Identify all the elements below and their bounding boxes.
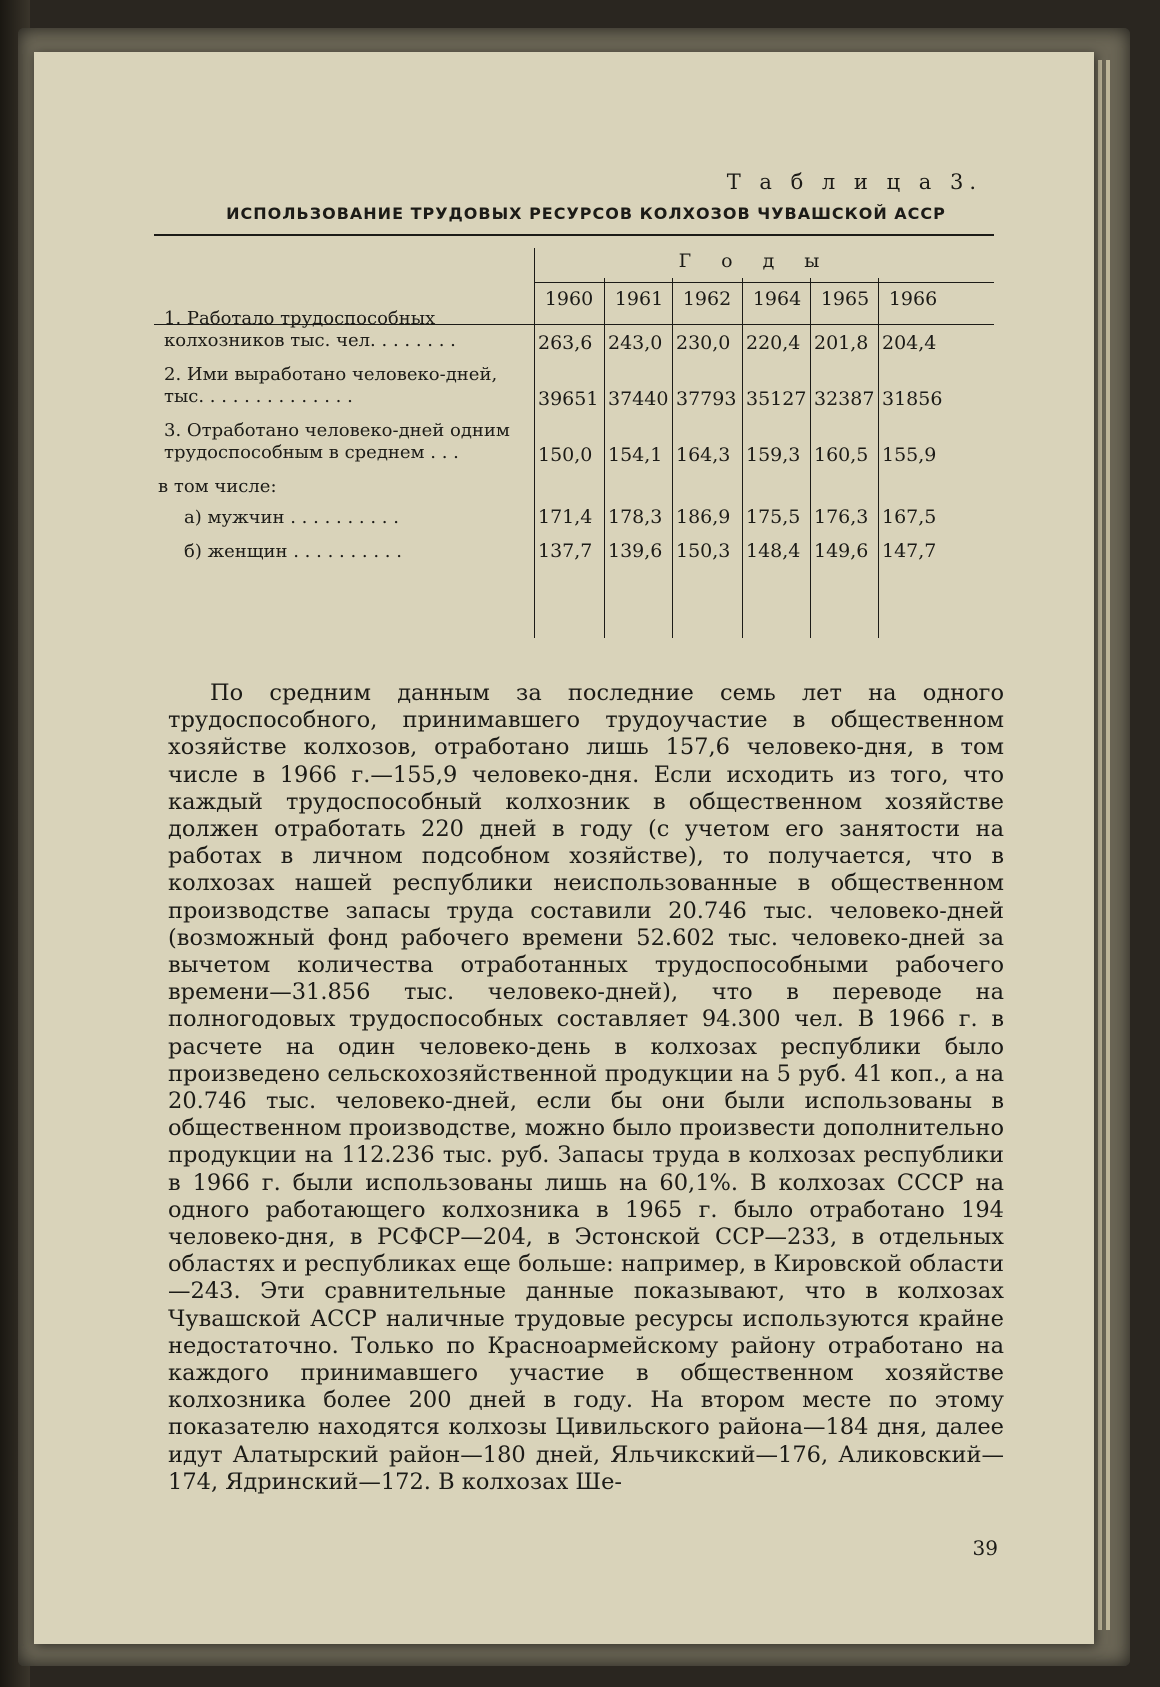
table-cell: 186,9 [676,506,731,528]
table-cell: 178,3 [608,506,663,528]
table-cell: 150,3 [676,540,731,562]
table-cell: 164,3 [676,444,731,466]
row-label: 2. Ими выработано человеко-дней, тыс. . . . . . . . . . . . . . [164,364,498,407]
table-cell: 39651 [538,388,599,410]
table-cell: 37793 [676,388,737,410]
page-edge [1106,60,1110,1630]
table-cell: 35127 [746,388,807,410]
table-cell: 150,0 [538,444,593,466]
book-page [34,52,1094,1644]
table-cell: 175,5 [746,506,801,528]
page-number: 39 [972,1536,998,1560]
table-cell: 263,6 [538,332,593,354]
table-cell: 147,7 [882,540,937,562]
table-cell: 201,8 [814,332,869,354]
year-header: 1966 [888,288,938,310]
table-cell: 243,0 [608,332,663,354]
table-cell: 31856 [882,388,943,410]
table-cell: 155,9 [882,444,937,466]
table-cell: 167,5 [882,506,937,528]
year-header: 1961 [614,288,664,310]
years-label: Годы [678,250,850,272]
table-cell: 159,3 [746,444,801,466]
table-cell: 171,4 [538,506,593,528]
table-cell: 220,4 [746,332,801,354]
table-cell: 230,0 [676,332,731,354]
body-paragraph: По средним данным за последние семь лет на одного трудоспособного, принимавшего трудоучастие в общественном хозяйстве колхозов, отработано лишь 157,6 человеко-дня, в том числе в 1966 г.—155,9 человеко-дня. Если исходить из того, что каждый трудоспособный колхозник в общественном хозяйстве должен отработать 220 дней в году (с учетом его занятости на работах в личном подсобном хозяйстве), то получается, что в колхозах нашей республики неиспользованные в общественном производстве запасы труда составили 20.746 тыс. человеко-дней (возможный фонд рабочего времени 52.602 тыс. человеко-дней за вычетом количества отработанных трудоспособными рабочего времени—31.856 тыс. человеко-дней), что в переводе на полногодовых трудоспособных составляет 94.300 чел. В 1966 г. в расчете на один человеко-день в колхозах республики было произведено сельскохозяйственной продукции на 5 руб. 41 коп., а на 20.746 тыс. человеко-дней, если бы они были использованы в общественном производстве, можно было произвести дополнительно продукции на 112.236 тыс. руб. Запасы труда в колхозах республики в 1966 г. были использованы лишь на 60,1%. В колхозах СССР на одного работающего колхозника в 1965 г. было отработано 194 человеко-дня, в РСФСР—204, в Эстонской ССР—233, в отдельных областях и республиках еще больше: например, в Кировской области—243. Эти сравнительные данные показывают, что в колхозах Чувашской АССР наличные трудовые ресурсы используются крайне недостаточно. Только по Красноармейскому району отработано на каждого принимавшего участие в общественном хозяйстве колхозника более 200 дней в году. На втором месте по этому показателю находятся колхозы Цивильского района—184 дня, далее идут Алатырский район—180 дней, Яльчикский—176, Аликовский—174, Ядринский—172. В колхозах Ше- [168,680,1004,1495]
table-cell: 137,7 [538,540,593,562]
table-caption: Т а б л и ц а 3. [726,170,982,194]
table-cell: 148,4 [746,540,801,562]
page-edge [1098,60,1102,1630]
table-cell: 160,5 [814,444,869,466]
table-cell: 204,4 [882,332,937,354]
row-label: а) мужчин . . . . . . . . . . [184,507,399,528]
table-cell: 176,3 [814,506,869,528]
table-cell: 37440 [608,388,669,410]
row-label: б) женщин . . . . . . . . . . [184,541,402,562]
row-label: 1. Работало трудоспособных колхозников тыс. чел. . . . . . . . [164,308,456,351]
table-cell: 154,1 [608,444,663,466]
table-cell: 139,6 [608,540,663,562]
row-label: 3. Отработано человеко-дней одним трудоспособным в среднем . . . [164,420,510,463]
year-header: 1960 [544,288,594,310]
column-rule [534,248,535,638]
body-text [168,680,1004,1496]
year-header: 1962 [682,288,732,310]
table-top-rule [154,234,994,236]
table-title: ИСПОЛЬЗОВАНИЕ ТРУДОВЫХ РЕСУРСОВ КОЛХОЗОВ ЧУВАШСКОЙ АССР [226,204,946,223]
years-rule [534,282,994,283]
row-label: в том числе: [158,476,277,497]
table-cell: 149,6 [814,540,869,562]
year-header: 1965 [820,288,870,310]
table-cell: 32387 [814,388,875,410]
years-header [534,240,994,322]
year-header: 1964 [752,288,802,310]
